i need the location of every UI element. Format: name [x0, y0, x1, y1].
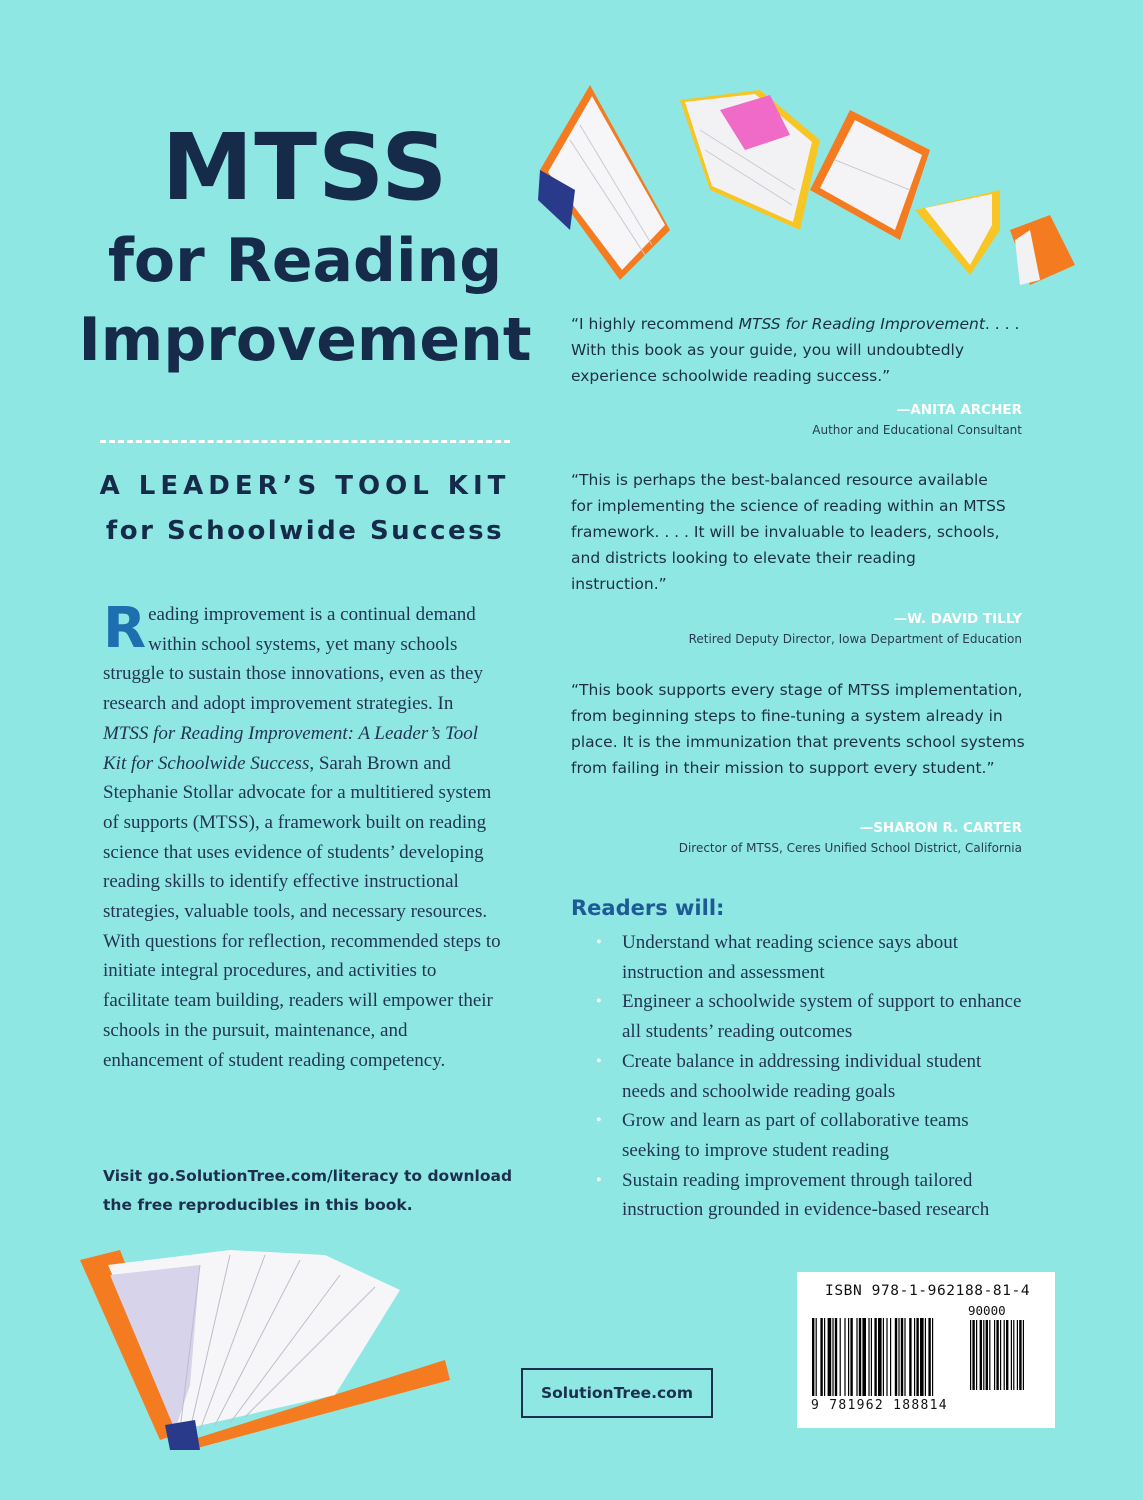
barcode-bar	[859, 1318, 861, 1396]
title-line-2: for Reading	[107, 226, 503, 296]
title-line-3: Improvement	[78, 305, 532, 375]
subtitle-line-2: for Schoolwide Success	[105, 516, 505, 546]
barcode-bar	[901, 1318, 903, 1396]
list-item-text: Create balance in addressing individual student needs and schoolwide reading goals	[622, 1050, 982, 1102]
barcode-bar	[816, 1318, 817, 1396]
list-item	[596, 1166, 1026, 1225]
bullet-icon: •	[596, 934, 602, 951]
barcode-image	[812, 1318, 1030, 1400]
addon-barcode-bar	[1017, 1320, 1018, 1390]
bullet-icon: •	[596, 1112, 602, 1130]
addon-barcode-bar	[994, 1320, 995, 1390]
addon-barcode-bar	[1013, 1320, 1014, 1390]
barcode-bar	[883, 1318, 884, 1396]
website-link[interactable]: SolutionTree.com	[521, 1368, 713, 1418]
barcode-bar	[832, 1318, 833, 1396]
visit-prefix: Visit	[103, 1167, 148, 1185]
barcode-bar	[850, 1318, 852, 1396]
barcode-bar	[868, 1318, 869, 1396]
list-item	[596, 1106, 1026, 1165]
barcode-bar	[914, 1318, 915, 1396]
barcode-bar	[844, 1318, 845, 1396]
barcode-bar	[856, 1318, 857, 1396]
title-line-1: MTSS	[161, 114, 449, 221]
barcode-bar	[898, 1318, 899, 1396]
readers-will-list	[596, 928, 1026, 1225]
quote-1-italic: MTSS for Reading Improvement	[738, 315, 985, 333]
addon-barcode-bar	[996, 1320, 998, 1390]
addon-barcode-bar	[1019, 1320, 1021, 1390]
book-subtitle	[60, 466, 550, 556]
list-item	[596, 987, 1026, 1046]
list-item-text: Understand what reading science says about instruction and assessment	[622, 932, 959, 983]
barcode-bar	[904, 1318, 905, 1396]
barcode-bar	[871, 1318, 872, 1396]
quote-3-text: “This book supports every stage of MTSS implementation, from beginning steps to fine-tuning a system already in place. It is the immunization that prevents school systems from failing in their mission to support every student.”	[571, 681, 1025, 777]
quote-1	[571, 311, 1031, 389]
quote-1-rest: . . . . With this book as your guide, you will undoubtedly experience schoolwide reading success.”	[571, 315, 1020, 385]
quote-2	[571, 467, 1011, 597]
barcode-bar	[895, 1318, 897, 1396]
list-item-text: Grow and learn as part of collaborative teams seeking to improve student reading	[622, 1110, 969, 1161]
quote-2-text: “This is perhaps the best-balanced resource available for implementing the science of reading within an MTSS framework. . . . It will be invaluable to leaders, schools, and districts looking to elevate their reading instruction.”	[571, 471, 1006, 593]
addon-barcode-bar	[983, 1320, 984, 1390]
visit-suffix: to download the free reproducibles in this book.	[103, 1167, 513, 1214]
quote-1-author-role: Author and Educational Consultant	[812, 423, 1022, 437]
list-item-text: Sustain reading improvement through tailored instruction grounded in evidence-based research	[622, 1169, 990, 1221]
addon-barcode-bar	[1006, 1320, 1008, 1390]
reproducibles-link[interactable]: go.SolutionTree.com/literacy	[147, 1167, 399, 1185]
dashed-divider	[100, 440, 510, 443]
barcode-bar	[920, 1318, 924, 1396]
book-description	[103, 596, 503, 1075]
addon-barcode-bar	[1023, 1320, 1024, 1390]
barcode-bar	[820, 1318, 822, 1396]
barcode-bar	[925, 1318, 926, 1396]
addon-barcode-bar	[980, 1320, 982, 1390]
barcode-bar	[812, 1318, 814, 1396]
quote-3-author-role: Director of MTSS, Ceres Unified School District, California	[678, 841, 1022, 855]
flying-books-illustration	[530, 80, 1080, 290]
addon-barcode-bar	[972, 1320, 974, 1390]
bullet-icon: •	[596, 993, 602, 1011]
addon-barcode-bar	[1011, 1320, 1012, 1390]
readers-will-heading: Readers will:	[571, 896, 725, 920]
barcode-bar	[886, 1318, 887, 1396]
list-item-text: Engineer a schoolwide system of support to enhance all students’ reading outcomes	[622, 991, 1022, 1043]
drop-cap: R	[103, 596, 147, 661]
quote-2-author: —W. DAVID TILLY	[893, 611, 1022, 627]
barcode-bar	[916, 1318, 918, 1396]
quote-1-author: —ANITA ARCHER	[896, 402, 1022, 418]
addon-barcode-bar	[1000, 1320, 1001, 1390]
book-title	[60, 114, 550, 380]
subtitle-line-1: A LEADER’S TOOL KIT	[99, 471, 511, 501]
list-item	[596, 928, 1026, 987]
quote-2-author-role: Retired Deputy Director, Iowa Department of Education	[688, 632, 1022, 646]
quote-3-author: —SHARON R. CARTER	[859, 820, 1022, 836]
addon-barcode-bar	[989, 1320, 990, 1390]
open-book-illustration	[80, 1245, 460, 1450]
visit-note	[103, 1162, 523, 1220]
barcode-bar	[848, 1318, 849, 1396]
ean-number: 9 781962 188814	[811, 1398, 948, 1413]
barcode-bar	[828, 1318, 832, 1396]
barcode-bar	[840, 1318, 841, 1396]
barcode-bar	[862, 1318, 866, 1396]
price-code: 90000	[968, 1303, 1006, 1318]
bullet-icon: •	[596, 1171, 602, 1189]
quote-1-open: “I highly recommend	[571, 315, 739, 333]
barcode-bar	[932, 1318, 933, 1396]
barcode-bar	[874, 1318, 876, 1396]
addon-barcode-bar	[976, 1320, 977, 1390]
description-italic-title: MTSS for Reading Improvement: A Leader’s Tool Kit for Schoolwide Success	[103, 722, 479, 774]
list-item	[596, 1047, 1026, 1106]
barcode-bar	[824, 1318, 825, 1396]
bullet-icon: •	[596, 1052, 602, 1070]
description-part-2: , Sarah Brown and Stephanie Stollar advocate for a multitiered system of supports (MTSS), a framework built on reading science that uses evidence of students’ developing reading skills to identify effective instructional strategies, valuable tools, and necessary resources. With questions for reflection, recommended steps to initiate integral procedures, and activities to facilitate team building, readers will empower their schools in the pursuit, maintenance, and enhancement of student reading competency.	[103, 752, 501, 1071]
quote-3	[571, 677, 1026, 781]
barcode-bar	[835, 1318, 837, 1396]
addon-barcode-bar	[970, 1320, 971, 1390]
isbn-label: ISBN 978-1-962188-81-4	[825, 1283, 1031, 1299]
description-part-1: eading improvement is a continual demand within school systems, yet many schools struggle to sustain those innovations, even as they research and adopt improvement strategies. In	[103, 604, 483, 715]
barcode-bar	[890, 1318, 891, 1396]
barcode-bar	[878, 1318, 882, 1396]
barcode-bar	[909, 1318, 911, 1396]
addon-barcode-bar	[986, 1320, 988, 1390]
addon-barcode-bar	[1004, 1320, 1005, 1390]
barcode-bar	[928, 1318, 930, 1396]
